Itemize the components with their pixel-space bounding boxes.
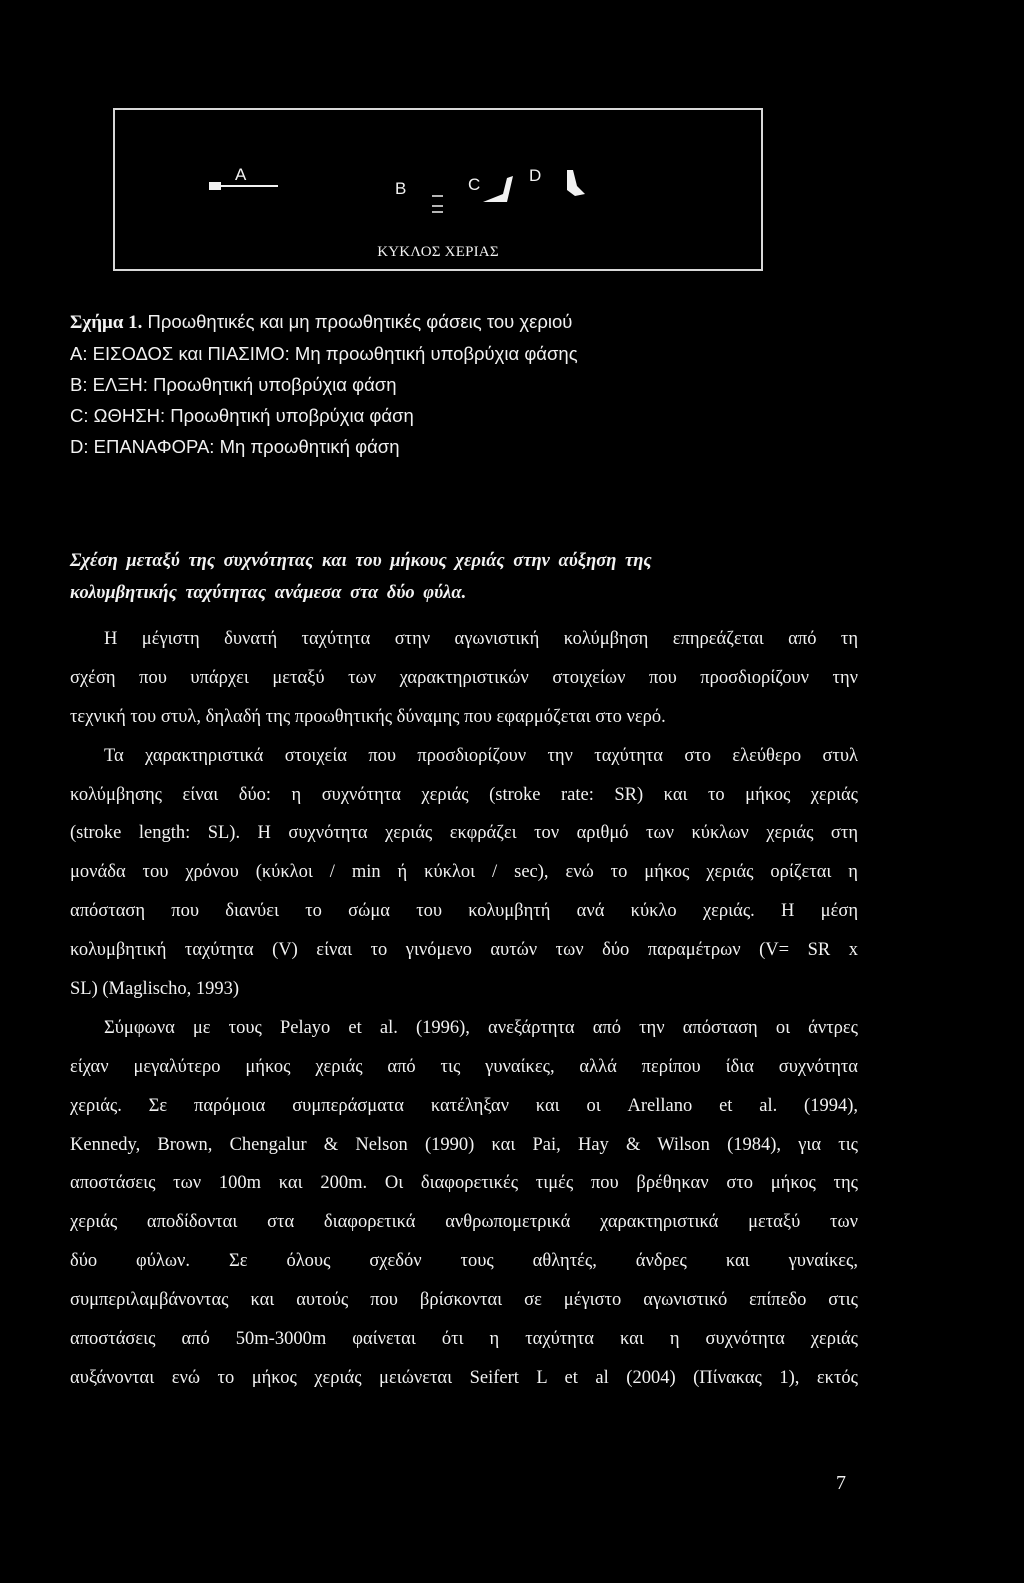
body-line: SL) (Maglischo, 1993) (70, 979, 240, 1000)
caption-title-line (70, 306, 870, 338)
body-line: κολυμβητική ταχύτητα (V) είναι το γινόμενο αυτών των δύο παραμέτρων (V= SR x (70, 940, 858, 961)
body-line: Σύμφωνα με τους Pelayo et al. (1996), ανεξάρτητα από την απόσταση οι άντρες (104, 1017, 858, 1038)
phase-letter-b: B (395, 179, 407, 198)
body-line: (stroke length: SL). Η συχνότητα χεριάς εκφράζει τον αριθμό των κύκλων χεριάς στη (70, 823, 858, 844)
body-line: αποστάσεις από 50m-3000m φαίνεται ότι η ταχύτητα και η συχνότητα χεριάς (70, 1329, 858, 1350)
caption-phase-c: C: ΩΘΗΣΗ: Προωθητική υποβρύχια φάση (70, 405, 414, 426)
body-line: είχαν μεγαλύτερο μήκος χεριάς από τις γυναίκες, αλλά περίπου ίδια συχνότητα (70, 1056, 858, 1077)
phase-letter-a: A (235, 165, 247, 184)
phase-letter-c: C (468, 175, 481, 194)
caption-title: Προωθητικές και μη προωθητικές φάσεις του χεριού (147, 311, 573, 332)
body-line: Η μέγιστη δυνατή ταχύτητα στην αγωνιστική κολύμβηση επηρεάζεται από τη (104, 629, 858, 649)
section-heading (70, 545, 860, 609)
body-line: Τα χαρακτηριστικά στοιχεία που προσδιορίζουν την ταχύτητα στο ελεύθερο στυλ (104, 745, 858, 766)
body-line: κολύμβησης είναι δύο: η συχνότητα χεριάς (stroke rate: SR) και το μήκος χεριάς (70, 784, 858, 805)
phase-a-hand (209, 182, 221, 190)
body-line: μονάδα του χρόνου (κύκλοι / min ή κύκλοι / sec), ενώ το μήκος χεριάς ορίζεται η (70, 862, 858, 883)
phase-c-hand (483, 176, 513, 202)
caption-phase-d: D: ΕΠΑΝΑΦΟΡΑ: Μη προωθητική φάση (70, 436, 400, 457)
body-line: χεριάς. Σε παρόμοια συμπεράσματα κατέληξαν και οι Arellano et al. (1994), (70, 1095, 858, 1116)
figure-caption (70, 306, 870, 462)
phase-letter-d: D (529, 166, 542, 185)
figure-box (113, 108, 763, 271)
body-line: τεχνική του στυλ, δηλαδή της προωθητικής δύναμης που εφαρμόζεται στο νερό. (70, 706, 666, 727)
body-line: δύο φύλων. Σε όλους σχεδόν τους αθλητές, άνδρες και γυναίκες, (70, 1251, 858, 1272)
body-line: αυξάνονται ενώ το μήκος χεριάς μειώνεται Seifert L et al (2004) (Πίνακας 1), εκτός (70, 1367, 858, 1388)
caption-label: Σχήμα 1. (70, 312, 143, 333)
body-line: Kennedy, Brown, Chengalur & Nelson (1990) και Pai, Hay & Wilson (1984), για τις (70, 1134, 858, 1155)
body-line: σχέση που υπάρχει μεταξύ των χαρακτηριστικών στοιχείων που προσδιορίζουν την (70, 667, 858, 688)
caption-phase-a: A: ΕΙΣΟΔΟΣ και ΠΙΑΣΙΜΟ: Μη προωθητική υποβρύχια φάσης (70, 343, 578, 364)
section-heading-line-2: κολυμβητικής ταχύτητας ανάμεσα στα δύο φύλα. (70, 583, 467, 603)
page-number: 7 (836, 1472, 846, 1494)
figure-inner-caption: ΚΥΚΛΟΣ ΧΕΡΙΑΣ (377, 244, 499, 260)
body-line: αποστάσεις των 100m και 200m. Οι διαφορετικές τιμές που βρέθηκαν στο μήκος της (70, 1173, 858, 1194)
body-line: απόσταση που διανύει το σώμα του κολυμβητή ανά κύκλο χεριάς. Η μέση (70, 901, 858, 922)
caption-phase-b: B: ΕΛΞΗ: Προωθητική υποβρύχια φάση (70, 374, 397, 395)
body-line: χεριάς αποδίδονται στα διαφορετικά ανθρωπομετρικά χαρακτηριστικά μεταξύ των (70, 1212, 858, 1233)
body-line: συμπεριλαμβάνοντας και αυτούς που βρίσκονται σε μέγιστο αγωνιστικό επίπεδο στις (70, 1290, 858, 1311)
phase-d-hand (567, 170, 585, 196)
section-heading-line-1: Σχέση μεταξύ της συχνότητας και του μήκους χεριάς στην αύξηση της (70, 551, 652, 571)
body-text (70, 620, 858, 1398)
